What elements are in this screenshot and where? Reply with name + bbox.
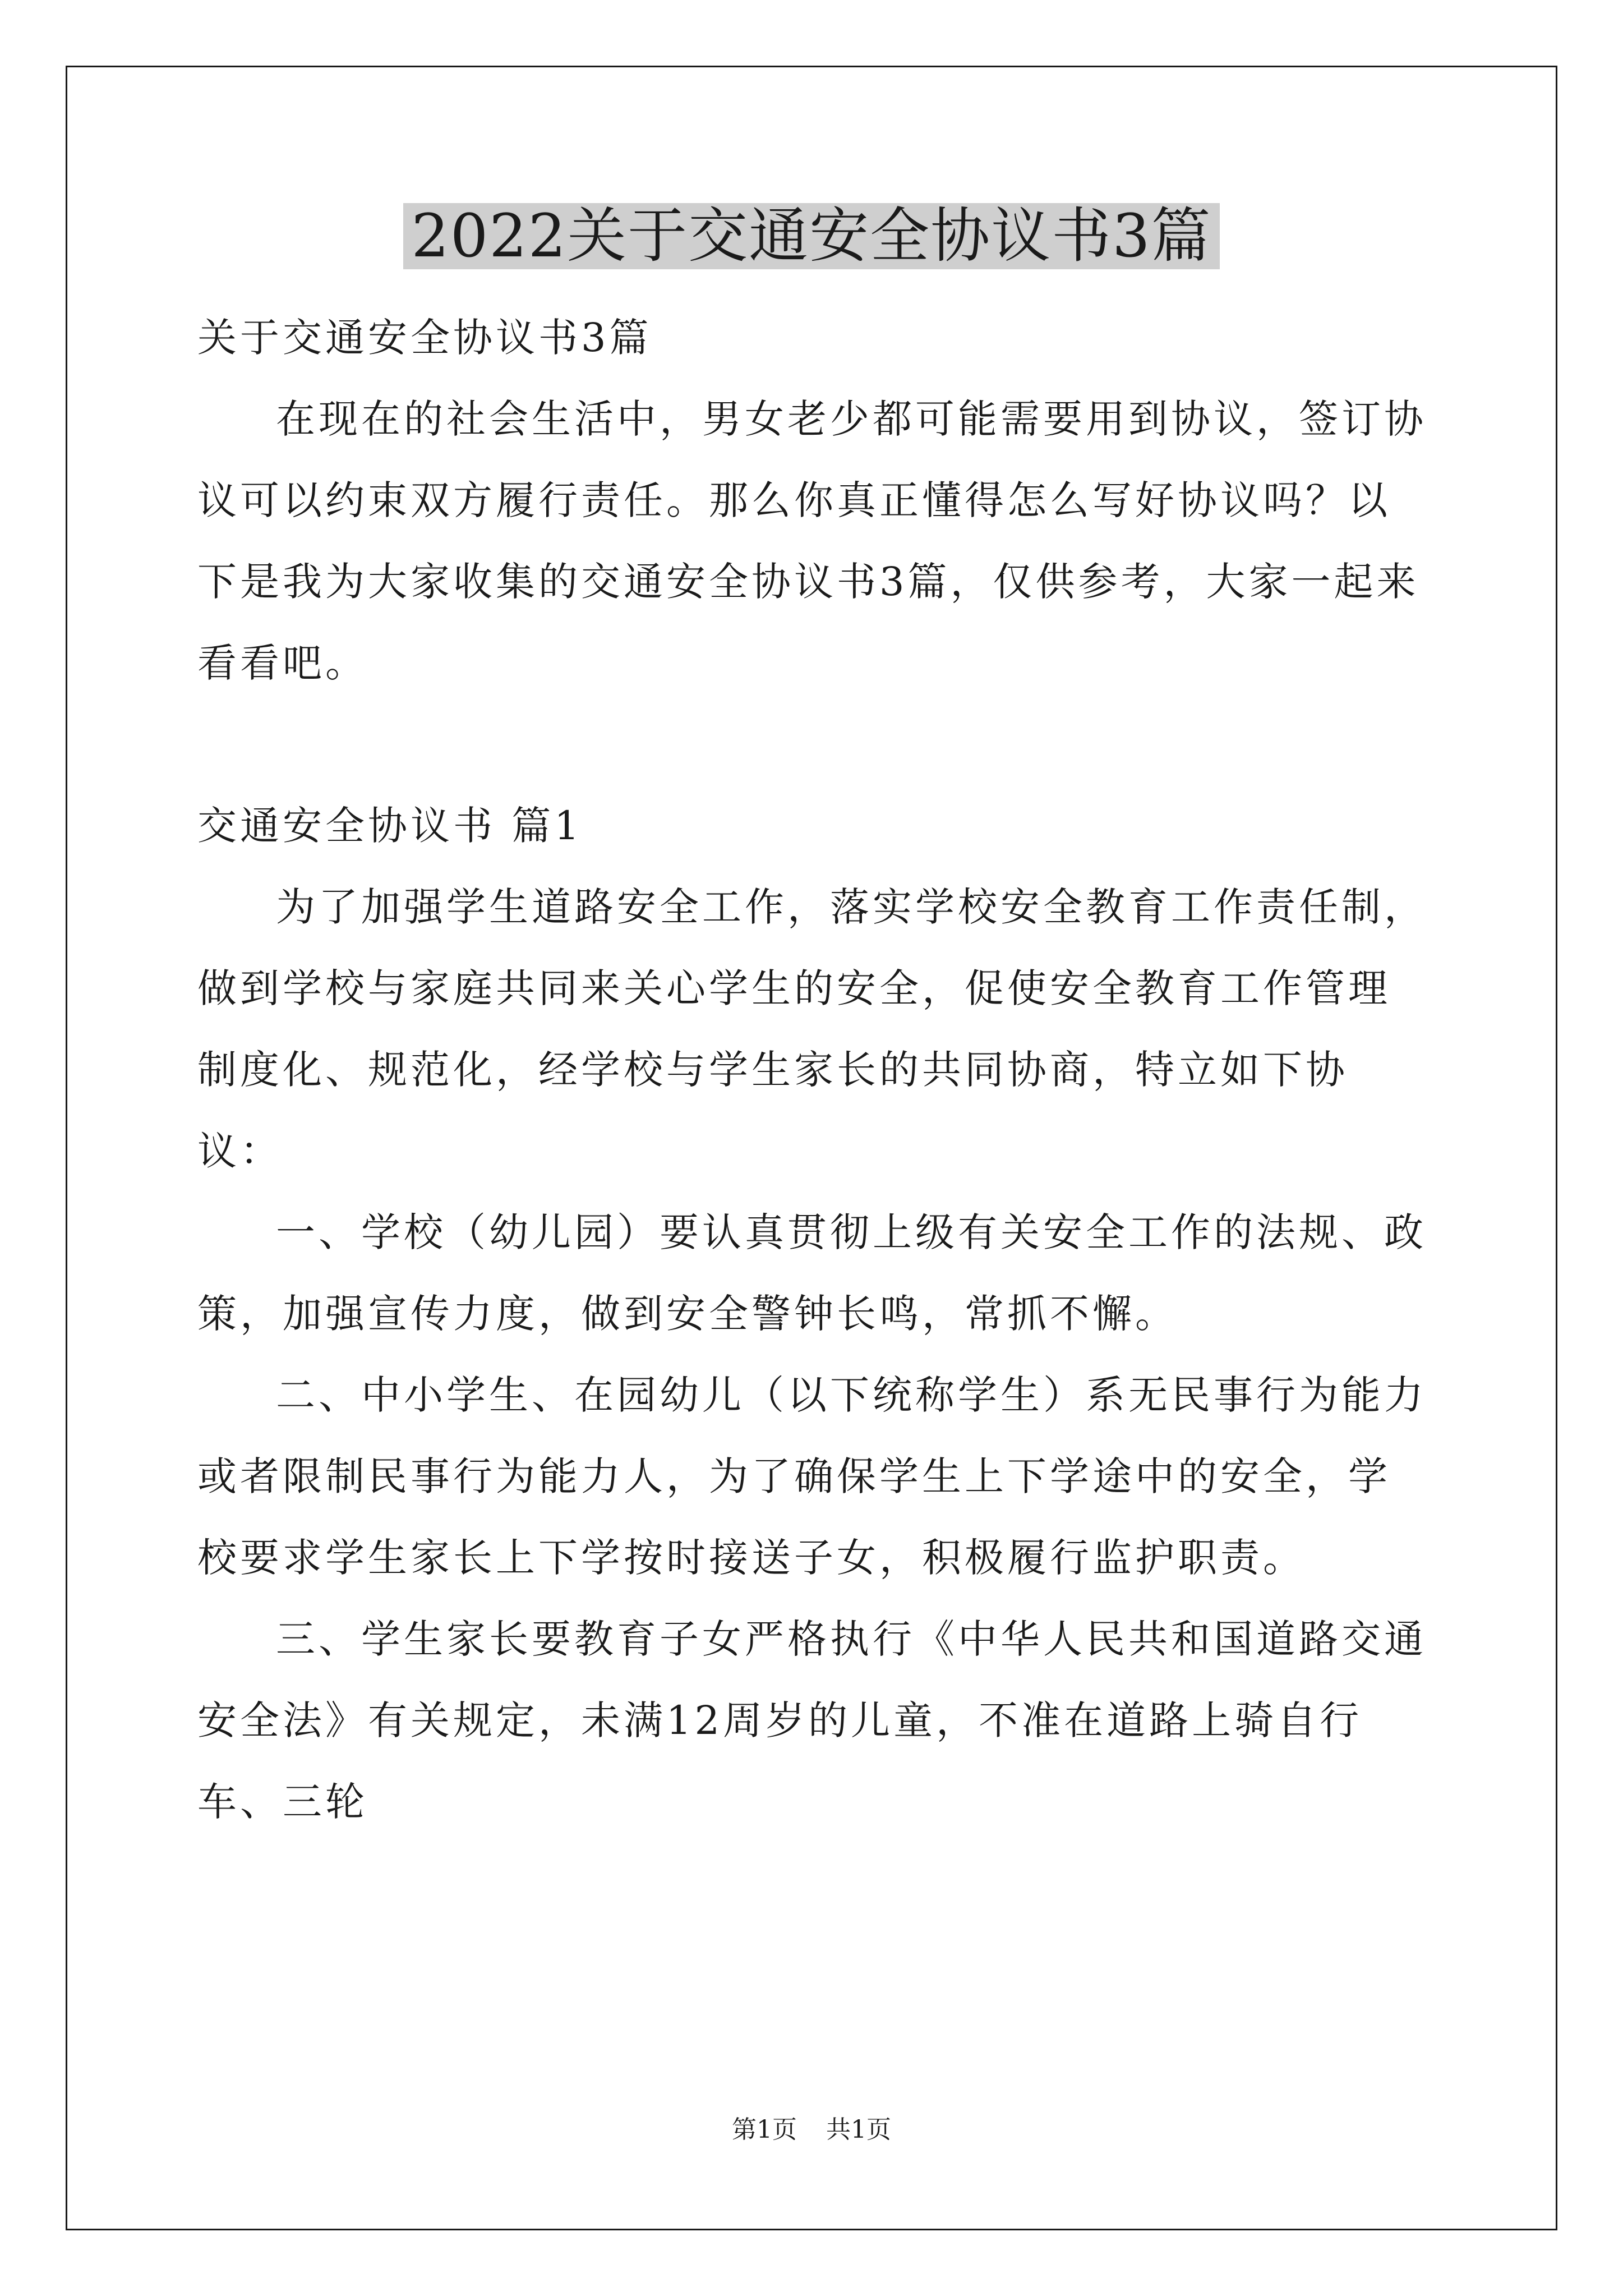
paragraph: 三、学生家长要教育子女严格执行《中华人民共和国道路交通安全法》有关规定，未满12周岁的儿童，不准在道路上骑自行车、三轮	[197, 1616, 1427, 1825]
page-number-current: 第1页	[732, 2115, 797, 2144]
section-heading: 交通安全协议书 篇1	[197, 803, 583, 849]
paragraph: 一、学校（幼儿园）要认真贯彻上级有关安全工作的法规、政策，加强宣传力度，做到安全警钟长鸣，常抓不懈。	[197, 1209, 1427, 1337]
intro-paragraph: 在现在的社会生活中，男女老少都可能需要用到协议，签订协议可以约束双方履行责任。那么你真正懂得怎么写好协议吗？以下是我为大家收集的交通安全协议书3篇，仅供参考，大家一起来看看吧。	[197, 396, 1427, 686]
intro-heading: 关于交通安全协议书3篇	[197, 315, 652, 361]
page-footer	[0, 2115, 1623, 2144]
document-body	[197, 297, 1431, 1843]
document-title	[0, 203, 1623, 269]
page-number-total: 共1页	[826, 2115, 891, 2144]
document-title-text: 2022关于交通安全协议书3篇	[403, 203, 1219, 269]
paragraph: 为了加强学生道路安全工作，落实学校安全教育工作责任制，做到学校与家庭共同来关心学生的安全，促使安全教育工作管理制度化、规范化，经学校与学生家长的共同协商，特立如下协议：	[197, 884, 1427, 1174]
paragraph: 二、中小学生、在园幼儿（以下统称学生）系无民事行为能力或者限制民事行为能力人，为了确保学生上下学途中的安全，学校要求学生家长上下学按时接送子女，积极履行监护职责。	[197, 1372, 1427, 1581]
